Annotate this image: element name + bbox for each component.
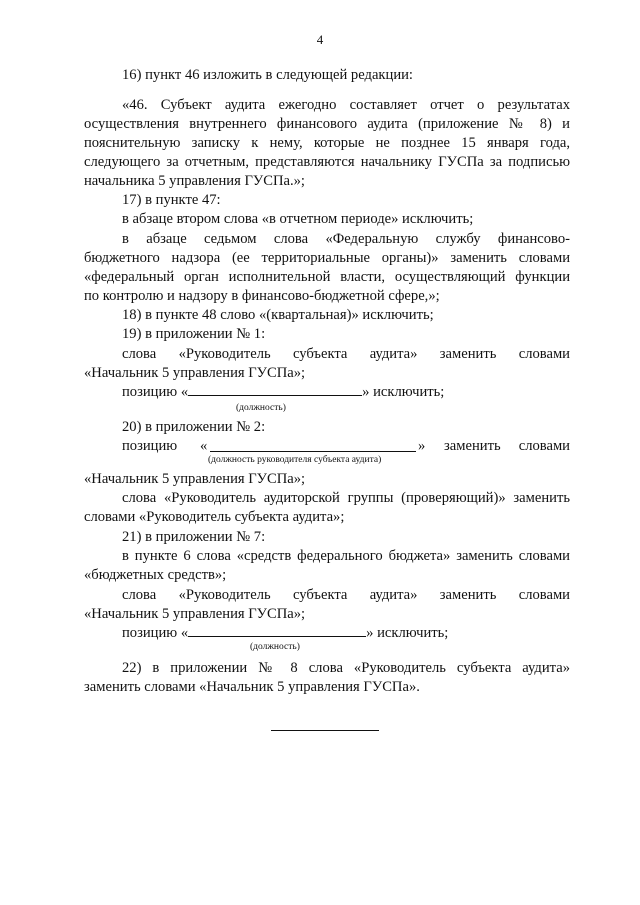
quote-open: « (200, 438, 208, 454)
text-line: по контролю и надзору в финансово-бюджетной сфере,»; (84, 288, 440, 304)
text-line: осуществления внутреннего финансового аудита (приложение № 8) и (84, 116, 570, 132)
field-caption: (должность руководителя субъекта аудита) (208, 455, 382, 465)
text-line: пояснительную записку к нему, которые не позднее 15 января года, (84, 135, 570, 151)
position-suffix: » исключить; (362, 384, 445, 400)
text-line: слова «Руководитель аудиторской группы (проверяющий)» заменить (122, 490, 570, 506)
text-line: «федеральный орган исполнительной власти, осуществляющий функции (84, 269, 570, 285)
text-line: 22) в приложении № 8 слова «Руководитель субъекта аудита» (122, 660, 570, 676)
text-line: начальника 5 управления ГУСПа.»; (84, 173, 305, 189)
quote-close: » (418, 438, 426, 454)
text-line: 19) в приложении № 1: (122, 326, 266, 342)
blank-field (210, 439, 416, 452)
field-caption: (должность) (236, 403, 286, 413)
text-line: следующего за отчетным, представляются начальнику ГУСПа за подписью (84, 154, 570, 170)
blank-field (188, 624, 366, 637)
text-line: «Начальник 5 управления ГУСПа»; (84, 606, 306, 622)
text-line: 16) пункт 46 изложить в следующей редакции: (122, 67, 413, 83)
position-prefix: позицию « (122, 625, 189, 641)
text-line: в пункте 6 слова «средств федерального бюджета» заменить словами (122, 548, 570, 564)
text-line: 17) в пункте 47: (122, 192, 221, 208)
position-word: позицию (122, 438, 178, 454)
position-line-19 (122, 383, 570, 401)
text-line: в абзаце седьмом слова «Федеральную службу финансово- (122, 231, 570, 247)
text-line: слова «Руководитель субъекта аудита» заменить словами (122, 587, 570, 603)
text-line: заменить словами «Начальник 5 управления ГУСПа». (84, 679, 420, 695)
replace-word: заменить (444, 438, 501, 454)
blank-field (188, 383, 362, 396)
text-line: 20) в приложении № 2: (122, 419, 266, 435)
text-line: 18) в пункте 48 слово «(квартальная)» исключить; (122, 307, 434, 323)
position-prefix: позицию « (122, 384, 189, 400)
position-line-21 (122, 624, 570, 642)
text-line: 21) в приложении № 7: (122, 529, 266, 545)
text-line: в абзаце втором слова «в отчетном периоде» исключить; (122, 211, 474, 227)
text-line: «46. Субъект аудита ежегодно составляет отчет о результатах (122, 97, 570, 113)
text-line: «Начальник 5 управления ГУСПа»; (84, 365, 306, 381)
with-word: словами (518, 438, 570, 454)
page-number: 4 (316, 32, 324, 47)
text-line: словами «Руководитель субъекта аудита»; (84, 509, 345, 525)
position-suffix: » исключить; (366, 625, 449, 641)
text-line: «бюджетных средств»; (84, 567, 227, 583)
end-divider (271, 730, 379, 731)
text-line: слова «Руководитель субъекта аудита» заменить словами (122, 346, 570, 362)
text-line: «Начальник 5 управления ГУСПа»; (84, 471, 306, 487)
text-line: бюджетного надзора (ее территориальные органы)» заменить словами (84, 250, 570, 266)
field-caption: (должность) (250, 642, 300, 652)
